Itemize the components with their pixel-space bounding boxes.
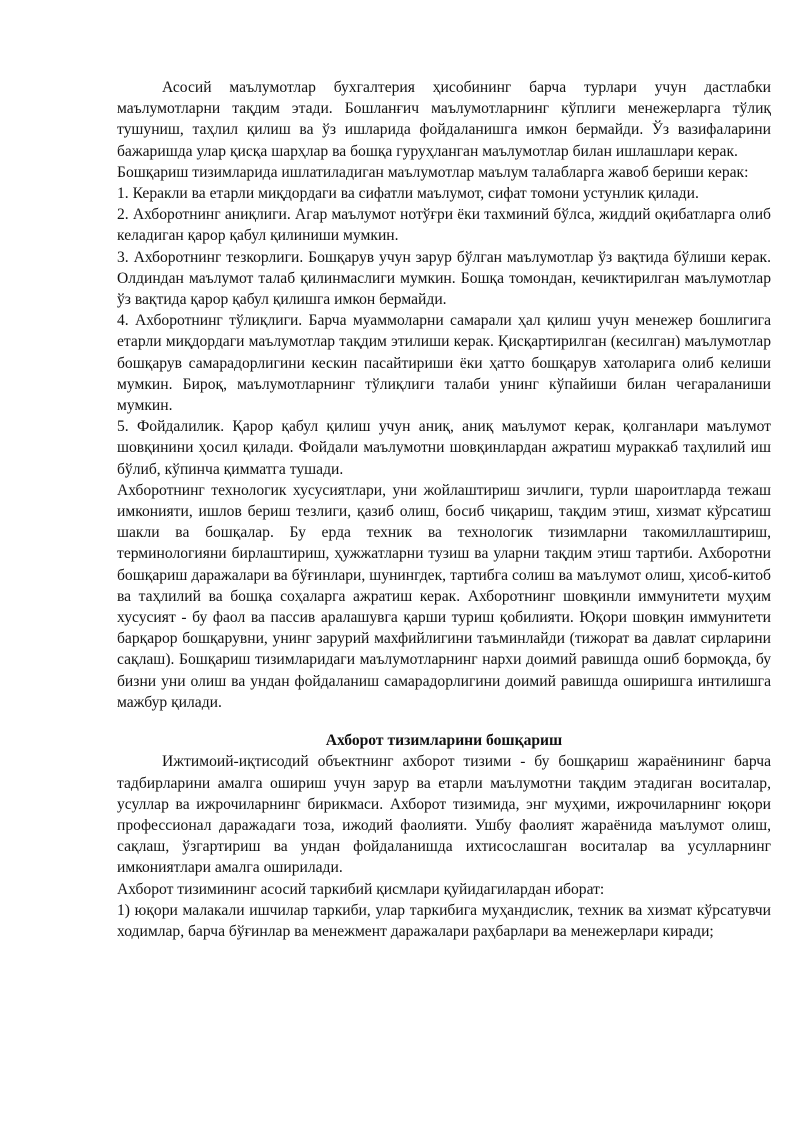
paragraph-info-system: Ижтимоий-иқтисодий объектнинг ахборот тизими - бу бошқариш жараёнининг барча тадбирларини амалга ошириш учун зарур ва етарли маълумотни тақдим этадиган воситалар, усуллар ва ижрочиларнинг бирикмаси. Ахборот тизимида, энг муҳими, ижрочиларнинг юқори профессионал даражадаги тоза, ижодий фаолияти. Ушбу фаолият жараёнида маълумот олиш, сақлаш, ўзгартириш ва ундан фойдаланишда ихтисослашган воситалар ва усулларнинг имкониятлари амалга оширилади.	[117, 753, 771, 877]
list-item-1: 1. Керакли ва етарли миқдордаги ва сифатли маълумот, сифат томони устунлик қилади.	[117, 185, 699, 203]
list-item-3: 3. Ахборотнинг тезкорлиги. Бошқарув учун зарур бўлган маълумотлар ўз вақтида бўлиши керак. Олдиндан маълумот талаб қилинмаслиги мумкин. Бошқа томондан, кечиктирилган маълумотлар ўз вақтида қарор қабул қилишга имкон бермайди.	[117, 248, 771, 309]
paragraph-technology: Ахборотнинг технологик хусусиятлари, уни жойлаштириш зичлиги, турли шароитларда тежаш имконияти, ишлов бериш тезлиги, қазиб олиш, босиб чиқариш, тақдим этиш, хизмат кўрсатиш шакли ва бошқалар. Бу ерда техник ва технологик тизимларни такомиллаштириш, терминологияни бирлаштириш, ҳужжатларни тузиш ва уларни тақдим этиш тартиби. Ахборотни бошқариш даражалари ва бўғинлари, шунингдек, тартибга солиш ва маълумот олиш, ҳисоб-китоб ва таҳлилий ва бошқа соҳаларга ажратиш керак. Ахборотнинг шовқинли иммунитети муҳим хусусият - бу фаол ва пассив аралашувга қарши туриш қобилияти. Юқори шовқин иммунитети барқарор бошқарувни, унинг зарурий махфийлигини таъминлайди (тижорат ва давлат сирларини сақлаш). Бошқариш тизимларидаги маълумотларнинг нархи доимий равишда ошиб бормоқда, бу бизни уни олиш ва ундан фойдаланиш самарадорлигини доимий равишда оширишга интилишга мажбур қилади.	[117, 481, 771, 711]
list-item-2: 2. Ахборотнинг аниқлиги. Агар маълумот нотўғри ёки тахминий бўлса, жиддий оқибатларга олиб келадиган қарор қабул қилиниши мумкин.	[117, 206, 771, 245]
list-item-5: 5. Фойдалилик. Қарор қабул қилиш учун аниқ, аниқ маълумот керак, қолганлари маълумот шовқинини ҳосил қилади. Фойдали маълумотни шовқинлардан ажратиш мураккаб таҳлилий иш бўлиб, кўпинча қимматга тушади.	[117, 418, 771, 478]
section-heading: Ахборот тизимларини бошқариш	[325, 732, 563, 750]
paragraph-intro: Асосий маълумотлар бухгалтерия ҳисобининг барча турлари учун дастлабки маълумотларни тақдим этади. Бошланғич маълумотларнинг кўплиги менежерларга тўлиқ тушуниш, таҳлил қилиш ва ўз ишларида фойдаланишга имкон бермайди. Ўз вазифаларини бажаришда улар қисқа шарҳлар ва бошқа гуруҳланган маълумотлар билан ишлашлари керак.	[117, 79, 771, 160]
document-page	[117, 77, 771, 942]
list-item-component-1: 1) юқори малакали ишчилар таркиби, улар таркибига муҳандислик, техник ва хизмат кўрсатувчи ходимлар, барча бўғинлар ва менежмент даражалари раҳбарлари ва менежерлари киради;	[117, 901, 771, 940]
paragraph-requirements: Бошқариш тизимларида ишлатиладиган маълумотлар маълум талабларга жавоб бериши керак:	[117, 163, 749, 181]
paragraph-components: Ахборот тизимининг асосий таркибий қисмлари қуйидагилардан иборат:	[117, 880, 605, 898]
list-item-4: 4. Ахборотнинг тўлиқлиги. Барча муаммоларни самарали ҳал қилиш учун менежер бошлигига етарли миқдордаги маълумотлар тақдим этилиши керак. Қисқартирилган (кесилган) маълумотлар бошқарув самарадорлигини кескин пасайтириши ёки ҳатто бошқарув хатоларига олиб келиши мумкин. Бироқ, маълумотларнинг тўлиқлиги талаби унинг кўпайиши билан чегараланиши мумкин.	[117, 312, 771, 415]
